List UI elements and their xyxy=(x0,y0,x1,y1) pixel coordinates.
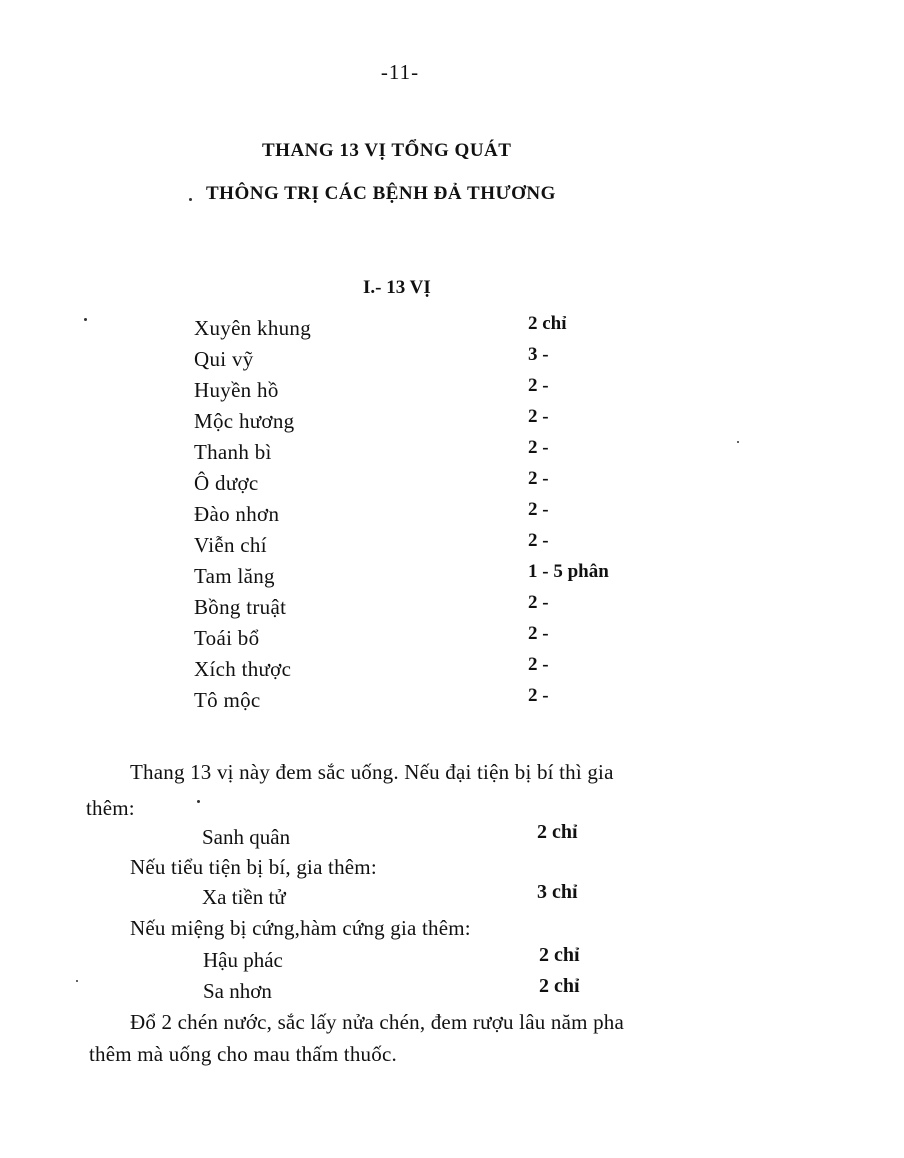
scan-speck xyxy=(84,318,87,321)
scan-speck xyxy=(76,980,78,982)
herb-name: Mộc hương xyxy=(194,409,295,433)
addition-dose: 2 chỉ xyxy=(539,975,580,997)
page-number: -11- xyxy=(380,60,420,84)
herb-dose: 2 - xyxy=(528,530,549,551)
herb-row xyxy=(194,313,674,347)
herb-name: Đào nhơn xyxy=(194,502,280,526)
herb-name: Thanh bì xyxy=(194,440,272,464)
herb-name: Qui vỹ xyxy=(194,347,254,371)
scan-speck xyxy=(737,441,739,443)
herb-row xyxy=(194,468,674,502)
addition-row-3a xyxy=(203,944,623,976)
herb-name: Bồng truật xyxy=(194,595,287,619)
herb-row xyxy=(194,406,674,440)
herb-row xyxy=(194,437,674,471)
herb-name: Ô dược xyxy=(194,471,259,495)
herb-dose: 3 - xyxy=(528,344,549,365)
herb-row xyxy=(194,530,674,564)
herb-row xyxy=(194,561,674,595)
addition-name: Sanh quân xyxy=(202,825,291,849)
herb-dose: 2 chỉ xyxy=(528,313,567,334)
herb-dose: 2 - xyxy=(528,499,549,520)
addition-row-2 xyxy=(202,881,622,913)
herb-dose: 2 - xyxy=(528,685,549,706)
herb-dose: 1 - 5 phân xyxy=(528,561,609,582)
addition-name: Sa nhơn xyxy=(203,979,272,1003)
herb-name: Toái bổ xyxy=(194,626,260,650)
herb-dose: 2 - xyxy=(528,437,549,458)
herb-row xyxy=(194,592,674,626)
herb-dose: 2 - xyxy=(528,375,549,396)
section-heading: I.- 13 VỊ xyxy=(363,277,431,298)
herb-row xyxy=(194,375,674,409)
herb-row xyxy=(194,654,674,688)
herb-name: Tô mộc xyxy=(194,688,261,712)
herb-list xyxy=(194,313,674,719)
herb-dose: 2 - xyxy=(528,468,549,489)
herb-dose: 2 - xyxy=(528,623,549,644)
herb-row xyxy=(194,499,674,533)
addition-dose: 2 chỉ xyxy=(537,821,578,843)
scan-speck xyxy=(189,198,192,201)
herb-name: Viễn chí xyxy=(194,533,267,557)
title-line-2: THÔNG TRỊ CÁC BỆNH ĐẢ THƯƠNG xyxy=(206,183,556,204)
herb-row xyxy=(194,344,674,378)
herb-dose: 2 - xyxy=(528,654,549,675)
herb-dose: 2 - xyxy=(528,592,549,613)
paragraph-final-line-2: thêm mà uống cho mau thấm thuốc. xyxy=(89,1042,397,1066)
condition-3: Nếu miệng bị cứng,hàm cứng gia thêm: xyxy=(130,916,471,940)
herb-name: Huyền hồ xyxy=(194,378,279,402)
title-line-1: THANG 13 VỊ TỔNG QUÁT xyxy=(262,140,512,161)
paragraph-1-line-2: thêm: xyxy=(86,796,135,820)
condition-2: Nếu tiểu tiện bị bí, gia thêm: xyxy=(130,855,377,879)
herb-row xyxy=(194,685,674,719)
scan-speck xyxy=(197,800,200,803)
addition-row-1 xyxy=(202,821,622,853)
paragraph-1-line-1: Thang 13 vị này đem sắc uống. Nếu đại tiện bị bí thì gia xyxy=(130,760,614,784)
addition-name: Hậu phác xyxy=(203,948,283,972)
herb-dose: 2 - xyxy=(528,406,549,427)
herb-name: Xích thược xyxy=(194,657,292,681)
herb-name: Tam lăng xyxy=(194,564,275,588)
addition-name: Xa tiền tử xyxy=(202,885,286,909)
paragraph-final-line-1: Đổ 2 chén nước, sắc lấy nửa chén, đem rượu lâu năm pha xyxy=(130,1010,624,1034)
addition-row-3b xyxy=(203,975,623,1007)
addition-dose: 2 chỉ xyxy=(539,944,580,966)
herb-row xyxy=(194,623,674,657)
herb-name: Xuyên khung xyxy=(194,316,312,340)
addition-dose: 3 chỉ xyxy=(537,881,578,903)
